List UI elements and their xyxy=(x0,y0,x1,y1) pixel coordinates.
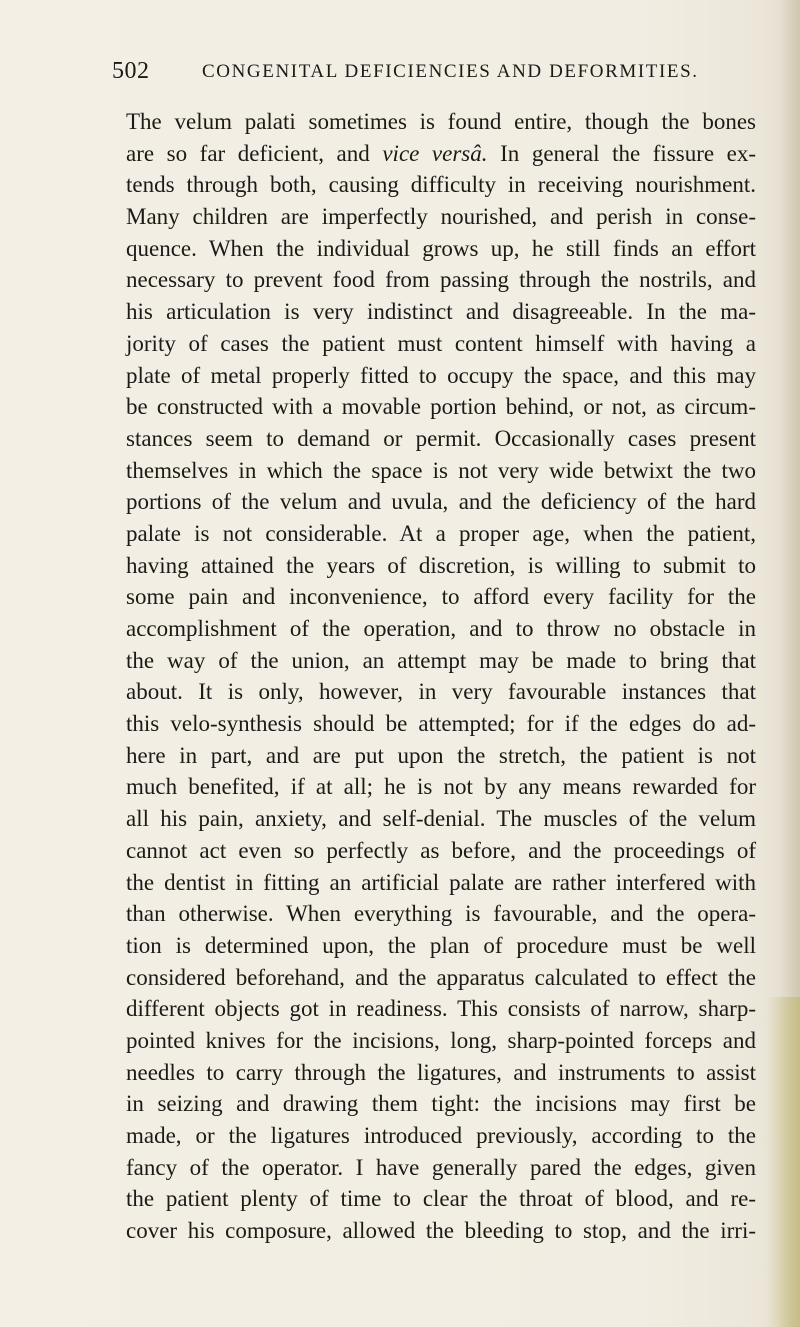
text-line: about. It is only, however, in very favourable instances that xyxy=(126,679,756,705)
text-line: some pain and inconvenience, to afford every facility for the xyxy=(126,584,756,610)
text-line: this velo-synthesis should be attempted; for if the edges do ad- xyxy=(126,711,756,737)
text-line: necessary to prevent food from passing through the nostrils, and xyxy=(126,267,756,293)
text-line: here in part, and are put upon the stretch, the patient is not xyxy=(126,742,756,768)
text-segment: are so far deficient, and xyxy=(126,140,370,166)
text-line: be constructed with a movable portion behind, or not, as circum- xyxy=(126,394,756,420)
text-line: made, or the ligatures introduced previously, according to the xyxy=(126,1123,756,1148)
text-line: fancy of the operator. I have generally pared the edges, given xyxy=(126,1154,756,1180)
text-line: all his pain, anxiety, and self-denial. The muscles of the velum xyxy=(126,806,756,832)
text-line: in seizing and drawing them tight: the incisions may first be xyxy=(126,1091,756,1117)
text-line: his articulation is very indistinct and disagreeable. In the ma- xyxy=(126,299,756,325)
text-line: different objects got in readiness. This consists of narrow, sharp- xyxy=(126,996,756,1022)
text-line: stances seem to demand or permit. Occasionally cases present xyxy=(126,425,756,451)
text-line: cannot act even so perfectly as before, and the proceedings of xyxy=(126,837,756,863)
text-segment: In general the fissure ex- xyxy=(500,140,757,166)
text-line: tends through both, causing difficulty in receiving nourishment. xyxy=(126,172,756,198)
text-line: Many children are imperfectly nourished, and perish in conse- xyxy=(126,204,756,230)
text-line: much benefited, if at all; he is not by any means rewarded for xyxy=(126,774,756,800)
text-line: the way of the union, an attempt may be made to bring that xyxy=(126,647,756,673)
text-line: quence. When the individual grows up, he still finds an effort xyxy=(126,235,756,261)
text-line: portions of the velum and uvula, and the deficiency of the hard xyxy=(126,489,756,515)
body-text xyxy=(126,106,756,1247)
text-line: needles to carry through the ligatures, and instruments to assist xyxy=(126,1059,756,1085)
text-line: The velum palati sometimes is found entire, though the bones xyxy=(126,109,756,134)
page-header xyxy=(112,58,744,88)
text-line: tion is determined upon, the plan of procedure must be well xyxy=(126,932,756,958)
text-line: than otherwise. When everything is favourable, and the opera- xyxy=(126,901,756,927)
text-line-with-italic xyxy=(126,138,756,170)
text-line: having attained the years of discretion, is willing to submit to xyxy=(126,552,756,578)
text-line: themselves in which the space is not very wide betwixt the two xyxy=(126,457,756,483)
text-line: considered beforehand, and the apparatus calculated to effect the xyxy=(126,964,756,990)
text-line: palate is not considerable. At a proper age, when the patient, xyxy=(126,520,756,546)
text-line: the patient plenty of time to clear the throat of blood, and re- xyxy=(126,1186,756,1212)
text-line: cover his composure, allowed the bleeding to stop, and the irri- xyxy=(126,1218,756,1244)
text-line: plate of metal properly fitted to occupy the space, and this may xyxy=(126,362,756,388)
running-head: CONGENITAL DEFICIENCIES AND DEFORMITIES. xyxy=(202,61,699,82)
italic-phrase: vice versâ. xyxy=(382,140,488,166)
page-number: 502 xyxy=(112,58,150,84)
text-line: accomplishment of the operation, and to throw no obstacle in xyxy=(126,616,756,641)
text-line: jority of cases the patient must content himself with having a xyxy=(126,330,756,356)
page-edge-stain xyxy=(766,997,800,1327)
text-line: pointed knives for the incisions, long, sharp-pointed forceps and xyxy=(126,1027,756,1053)
text-line: the dentist in fitting an artificial palate are rather interfered with xyxy=(126,869,756,895)
